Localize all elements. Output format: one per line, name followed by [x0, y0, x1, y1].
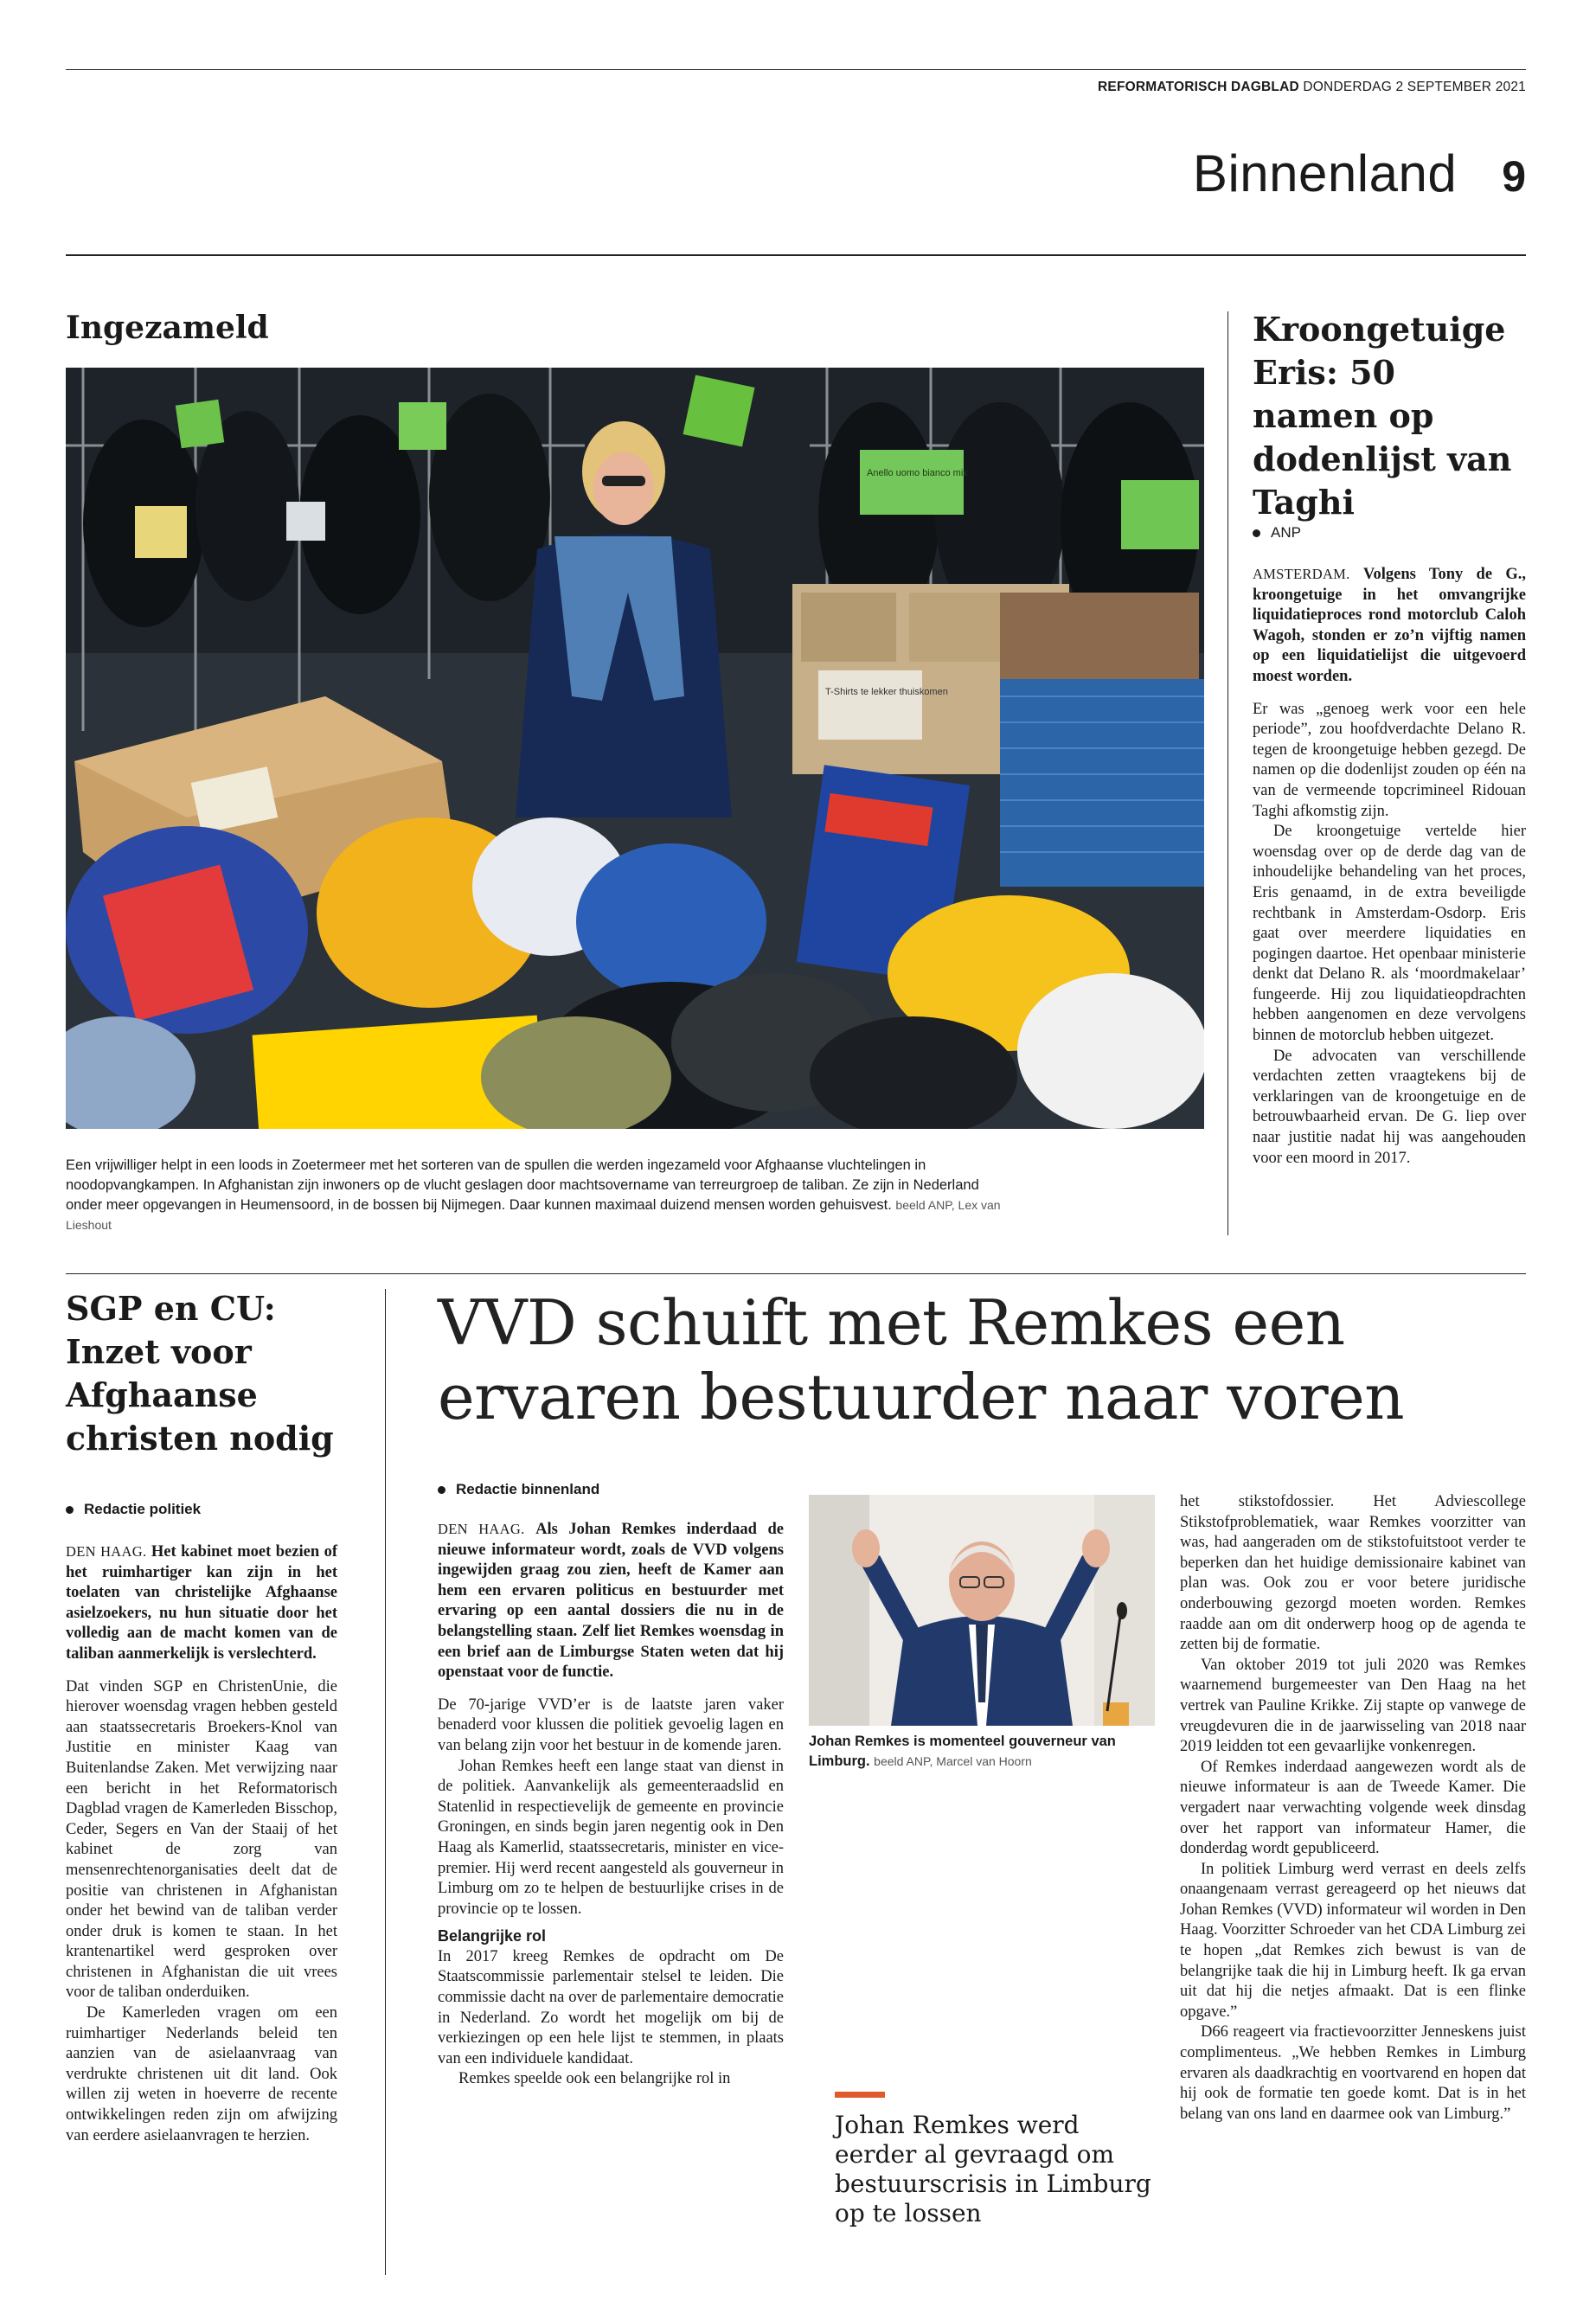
column-divider-top [1227, 311, 1228, 1235]
remkes-col1 [438, 1519, 784, 2090]
sgp-headline: SGP en CU: Inzet voor Afghaanse christen nodig [66, 1289, 334, 1458]
donation-photo [66, 368, 1204, 1129]
paragraph: Of Remkes inderdaad aangewezen wordt als de nieuwe informateur is aan de Tweede Kamer. Die vergadert naar verwachting volgende week dinsdag over het rapport van informateur Hamer, die donderdag wordt gepubliceerd. [1180, 1758, 1526, 1858]
section-title: Binnenland [1192, 144, 1458, 202]
subhead: Belangrijke rol [438, 1927, 547, 1945]
sgp-byline [66, 1501, 201, 1518]
label-text-1: Anello uomo bianco mix [867, 468, 968, 478]
paragraph: De advocaten van verschillende verdachten zetten vraagtekens bij de verklaringen van de kroongetuige en de betrouwbaarheid ervan. De G. liep over naar justitie nadat hij was aangehouden voor een moord in 2017. [1253, 1047, 1526, 1167]
paragraph: het stikstofdossier. Het Adviescollege Stikstofproblematiek, waar Remkes voorzitter van was, had aangeraden om de stikstofuitstoot verder te beperken dan het huidige demissionaire kabinet van plan was. Ook zou er voor betere juridische onderbouwing gezorgd moeten worden. Remkes raadde aan om dit onderwerp hoog op de agenda te zetten bij de formatie. [1180, 1493, 1526, 1654]
remkes-photo-caption [809, 1732, 1155, 1772]
dateline: DEN HAAG. [438, 1521, 525, 1537]
byline-text: Redactie politiek [84, 1501, 202, 1517]
byline-bullet-icon [66, 1506, 74, 1514]
remkes-headline: VVD schuift met Remkes een ervaren bestuurder naar voren [438, 1286, 1405, 1433]
top-rule [66, 69, 1526, 70]
byline-bullet-icon [1253, 529, 1260, 537]
issue-date: DONDERDAG 2 SEPTEMBER 2021 [1303, 80, 1526, 94]
paper-name: REFORMATORISCH DAGBLAD [1098, 80, 1299, 94]
photo-caption [66, 1156, 1009, 1235]
lead-paragraph: Als Johan Remkes inderdaad de nieuwe informateur wordt, zoals de VVD volgens ingewijden graag zou zien, heeft de Kamer aan hem een ervaren politicus en bestuurder met ervaring op een aantal dossiers die nu in de belangstelling staan. Zelf liet Remkes woensdag in een brief aan de Limburgse Staten weten dat hij openstaat voor de functie. [438, 1521, 784, 1682]
paragraph: In politiek Limburg werd verrast en deels zelfs onaangenaam verrast gereageerd op het nieuws dat Johan Remkes (VVD) informateur wil worden in Den Haag. Voorzitter Schroeder van het CDA Limburg zei te hopen „dat Remkes zich bewust is van de belangrijke taak die hij in Limburg heeft. Ik ga ervan uit dat hij die netjes afmaakt. Dat is een flinke opgave.” [1180, 1860, 1526, 2021]
masthead-line [1098, 80, 1526, 95]
pull-quote: Johan Remkes werd eerder al gevraagd om bestuurscrisis in Limburg op te lossen [835, 2111, 1151, 2227]
paragraph: In 2017 kreeg Remkes de opdracht om De Staatscommissie parlementair stelsel te leiden. Die commissie dacht na over de parlementaire democratie in Nederland. Zo wordt het mogelijk om bij de verkiezingen op een hele lijst te stemmen, in plaats van een individuele kandidaat. [438, 1947, 784, 2067]
dateline: AMSTERDAM. [1253, 566, 1350, 582]
page-number: 9 [1502, 152, 1526, 201]
label-text-2: T-Shirts te lekker thuiskomen [825, 687, 948, 697]
section-header [1193, 144, 1526, 203]
green-label-box [860, 450, 968, 515]
paragraph: De Kamerleden vragen om een ruimhartiger Nederlands beleid ten aanzien van de asielaanvraag van verdrukte christenen uit dit land. Ook willen zij weten in hoeverre de recente ontwikkelingen reden zijn om afwijzing van eerdere asielaanvragen te herzien. [66, 2004, 337, 2144]
remkes-photo [809, 1495, 1155, 1726]
remkes-col3 [1180, 1492, 1526, 2125]
lead-paragraph: Het kabinet moet bezien of het ruimhartiger kan zijn in het toelaten van christelijke Afghaanse asielzoekers, nu hun situatie door het volledig aan de macht komen van de taliban aanmerkelijk is verslechterd. [66, 1543, 337, 1663]
paragraph: D66 reageert via fractievoorzitter Jenneskens juist complimenteus. „We hebben Remkes in Limburg ervaren als daadkrachtig en voortvarend en hopen dat hij ook de formatie ten goede komt. Dat is in het belang van ons land en daarmee ook van Limburg.” [1180, 2023, 1526, 2123]
kroongetuige-headline: Kroongetuige Eris: 50 namen op dodenlijst van Taghi [1253, 310, 1512, 522]
dateline: DEN HAAG. [66, 1543, 147, 1560]
kroongetuige-byline [1253, 524, 1301, 542]
photo-credit: beeld ANP, Lex van Lieshout [66, 1198, 1001, 1232]
caption-text: Johan Remkes is momenteel gouverneur van Limburg. [809, 1734, 1116, 1769]
paragraph: De kroongetuige vertelde hier woensdag over op de derde dag van de inhoudelijke behandeling van het proces, Eris genaamd, in de extra beveiligde rechtbank in Amsterdam-Osdorp. Eris gaat over meerdere liquidaties en pogingen daartoe. Het openbaar ministerie denkt dat Delano R. als ‘moordmakelaar’ fungeerde. Hij zou liquidatieopdrachten hebben aangenomen en deze vervolgens binnen de motorclub hebben uitgezet. [1253, 823, 1526, 1045]
paragraph: Remkes speelde ook een belangrijke rol in [458, 2070, 731, 2088]
lead-paragraph: Volgens Tony de G., kroongetuige in het omvangrijke liquidatieproces rond motorclub Caloh Wagoh, stonden er zo’n vijftig namen op een liquidatielijst die uitgevoerd moest worden. [1253, 566, 1526, 685]
paragraph: Er was „genoeg werk voor een hele periode”, zou hoofdverdachte Delano R. tegen de kroongetuige hebben gezegd. De namen op die dodenlijst zouden op één na van de vermeende topcrimineel Ridouan Taghi afkomstig zijn. [1253, 700, 1526, 820]
caption-text: Een vrijwilliger helpt in een loods in Zoetermeer met het sorteren van de spullen die werden ingezameld voor Afghaanse vluchtelingen in noodopvangkampen. In Afghanistan zijn inwoners op de vlucht geslagen door machtsovername van terreurgroep de taliban. Ze zijn in Nederland onder meer opgevangen in Heumensoord, in de bossen bij Nijmegen. Daar kunnen maximaal duizend mensen worden gehuisvest. [66, 1157, 979, 1213]
paragraph: Dat vinden SGP en ChristenUnie, die hierover woensdag vragen hebben gesteld aan staatssecretaris Broekers-Knol van Justitie en minister Kaag van Buitenlandse Zaken. Met verwijzing naar een bericht in het Reformatorisch Dagblad vragen de Kamerleden Bisschop, Ceder, Segers en Van der Staaij of het kabinet de zorg van mensenrechtenorganisaties deelt dat de positie van christenen in Afghanistan onder het bewind van de taliban verder onder druk is komen te staan. In het krantenartikel werd gesproken over christenen in Afghanistan die uit vrees voor de taliban onderduiken. [66, 1677, 337, 2002]
byline-text: ANP [1271, 524, 1301, 541]
byline-text: Redactie binnenland [456, 1481, 600, 1497]
sgp-body [66, 1541, 337, 2146]
kroongetuige-body [1253, 564, 1526, 1169]
column-divider-bottom [385, 1289, 386, 2275]
photo-kicker: Ingezameld [66, 310, 269, 346]
photo-credit: beeld ANP, Marcel van Hoorn [874, 1754, 1032, 1768]
byline-bullet-icon [438, 1486, 445, 1494]
paragraph: Van oktober 2019 tot juli 2020 was Remkes waarnemend burgemeester van Den Haag na het vertrek van Pauline Krikke. Zij stapte op vanwege de vreugdevuren die in de jaarwisseling van 2018 naar 2019 leidden tot een gevaarlijke vonkenregen. [1180, 1656, 1526, 1756]
quote-accent-bar [835, 2092, 885, 2098]
paragraph: De 70-jarige VVD’er is de laatste jaren vaker benaderd voor klussen die politiek gevoelig lagen en van belang zijn voor het bestuur in de komende jaren. [438, 1695, 784, 1754]
paragraph: Johan Remkes heeft een lange staat van dienst in de politiek. Aanvankelijk als gemeenteraadslid en Statenlid in respectievelijk de gemeente en provincie Groningen, en sinds begin jaren negentig ook in Den Haag als Kamerlid, staatssecretaris, minister en vice-premier. Hij werd recent aangesteld als gouverneur in Limburg om zo te helpen de bestuurlijke crises in de provincie op te lossen. [438, 1757, 784, 1918]
mid-rule [66, 1273, 1526, 1274]
remkes-byline [438, 1481, 599, 1498]
header-rule [66, 254, 1526, 256]
